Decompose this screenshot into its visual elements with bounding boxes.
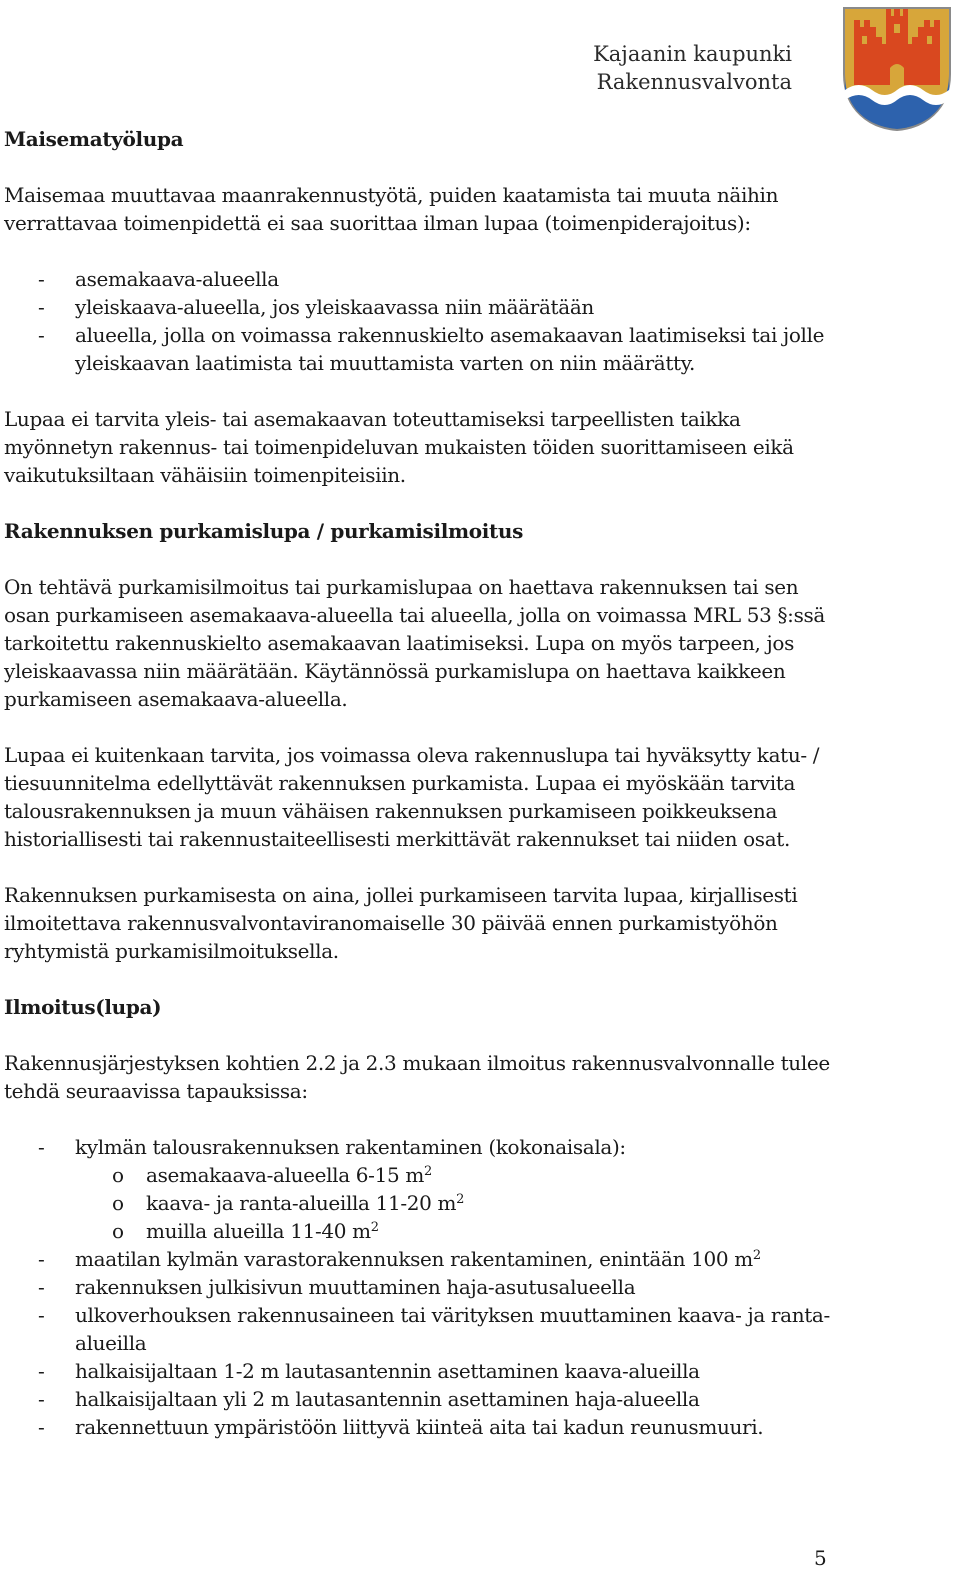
- bullet-list: [4, 265, 840, 377]
- sub-list-item: o muilla alueilla 11-40 $m^2$: [112, 1219, 379, 1243]
- document-body: [4, 125, 840, 1441]
- header-organization: [593, 40, 792, 96]
- paragraph: Rakennuksen purkamisesta on aina, jollei purkamiseen tarvita lupaa, kirjallisesti ilmoitettava rakennusvalvontaviranomaiselle 30 päivää ennen purkamistyöhön ryhtymistä purkamisilmoituksella.: [4, 883, 798, 963]
- paragraph: Lupaa ei kuitenkaan tarvita, jos voimassa oleva rakennuslupa tai hyväksytty katu- / tiesuunnitelma edellyttävät rakennuksen purkamista. Lupaa ei myöskään tarvita talousrakennuksen ja muun vähäisen rakennuksen purkamiseen poikkeuksena historiallisesti tai rakennustaiteellisesti merkittävät rakennukset tai niiden osat.: [4, 743, 820, 851]
- page-number: 5: [814, 1546, 827, 1570]
- section-heading-maisematyolupa: Maisematyölupa: [4, 127, 184, 151]
- paragraph: On tehtävä purkamisilmoitus tai purkamislupaa on haettava rakennuksen tai sen osan purkamiseen asemakaava-alueella tai alueella, jolla on voimassa MRL 53 §:ssä tarkoitettu rakennuskielto asemakaavan laatimiseksi. Lupa on myös tarpeen, jos yleiskaavassa niin määrätään. Käytännössä purkamislupa on haettava kaikkeen purkamiseen asemakaava-alueella.: [4, 575, 825, 711]
- bullet-list: [4, 1133, 840, 1441]
- list-item: - ulkoverhouksen rakennusaineen tai värityksen muuttaminen kaava- ja ranta-alueilla: [38, 1303, 830, 1355]
- list-item: - asemakaava-alueella: [38, 267, 279, 291]
- paragraph: Rakennusjärjestyksen kohtien 2.2 ja 2.3 mukaan ilmoitus rakennusvalvonnalle tulee tehdä seuraavissa tapauksissa:: [4, 1051, 830, 1103]
- sub-bullet-list: [75, 1161, 840, 1245]
- list-item: - rakennuksen julkisivun muuttaminen haja-asutusalueella: [38, 1275, 636, 1299]
- list-item: - halkaisijaltaan yli 2 m lautasantennin asettaminen haja-alueella: [38, 1387, 700, 1411]
- list-item: - alueella, jolla on voimassa rakennuskielto asemakaavan laatimiseksi tai jolle yleiskaavan laatimista tai muuttamista varten on niin määrätty.: [38, 323, 825, 375]
- list-item: - halkaisijaltaan 1-2 m lautasantennin asettaminen kaava-alueilla: [38, 1359, 700, 1383]
- kajaani-coat-of-arms-icon: [842, 6, 952, 132]
- organization-name: Kajaanin kaupunki: [593, 42, 792, 66]
- list-item: - maatilan kylmän varastorakennuksen rakentaminen, enintään 100 $m^2$: [38, 1247, 761, 1271]
- list-item: - yleiskaava-alueella, jos yleiskaavassa niin määrätään: [38, 295, 594, 319]
- paragraph: Maisemaa muuttavaa maanrakennustyötä, puiden kaatamista tai muuta näihin verrattavaa toimenpidettä ei saa suorittaa ilman lupaa (toimenpiderajoitus):: [4, 183, 779, 235]
- sub-list-item: o asemakaava-alueella 6-15 $m^2$: [112, 1163, 432, 1187]
- list-item: - kylmän talousrakennuksen rakentaminen (kokonaisala): o asemakaava-alueella 6-15 $m^2$ o kaava- ja ranta-alueilla 11-20 $m^2$ o muilla alueilla 11-40 $m^2$: [4, 1133, 840, 1245]
- department-name: Rakennusvalvonta: [596, 70, 792, 94]
- paragraph: Lupaa ei tarvita yleis- tai asemakaavan toteuttamiseksi tarpeellisten taikka myönnetyn rakennus- tai toimenpideluvan mukaisten töiden suorittamiseen eikä vaikutuksiltaan vähäisiin toimenpiteisiin.: [4, 407, 794, 487]
- section-heading-purkamislupa: Rakennuksen purkamislupa / purkamisilmoitus: [4, 519, 523, 543]
- list-item: - rakennettuun ympäristöön liittyvä kiinteä aita tai kadun reunusmuuri.: [38, 1415, 764, 1439]
- section-heading-ilmoitus: Ilmoitus(lupa): [4, 995, 162, 1019]
- sub-list-item: o kaava- ja ranta-alueilla 11-20 $m^2$: [112, 1191, 465, 1215]
